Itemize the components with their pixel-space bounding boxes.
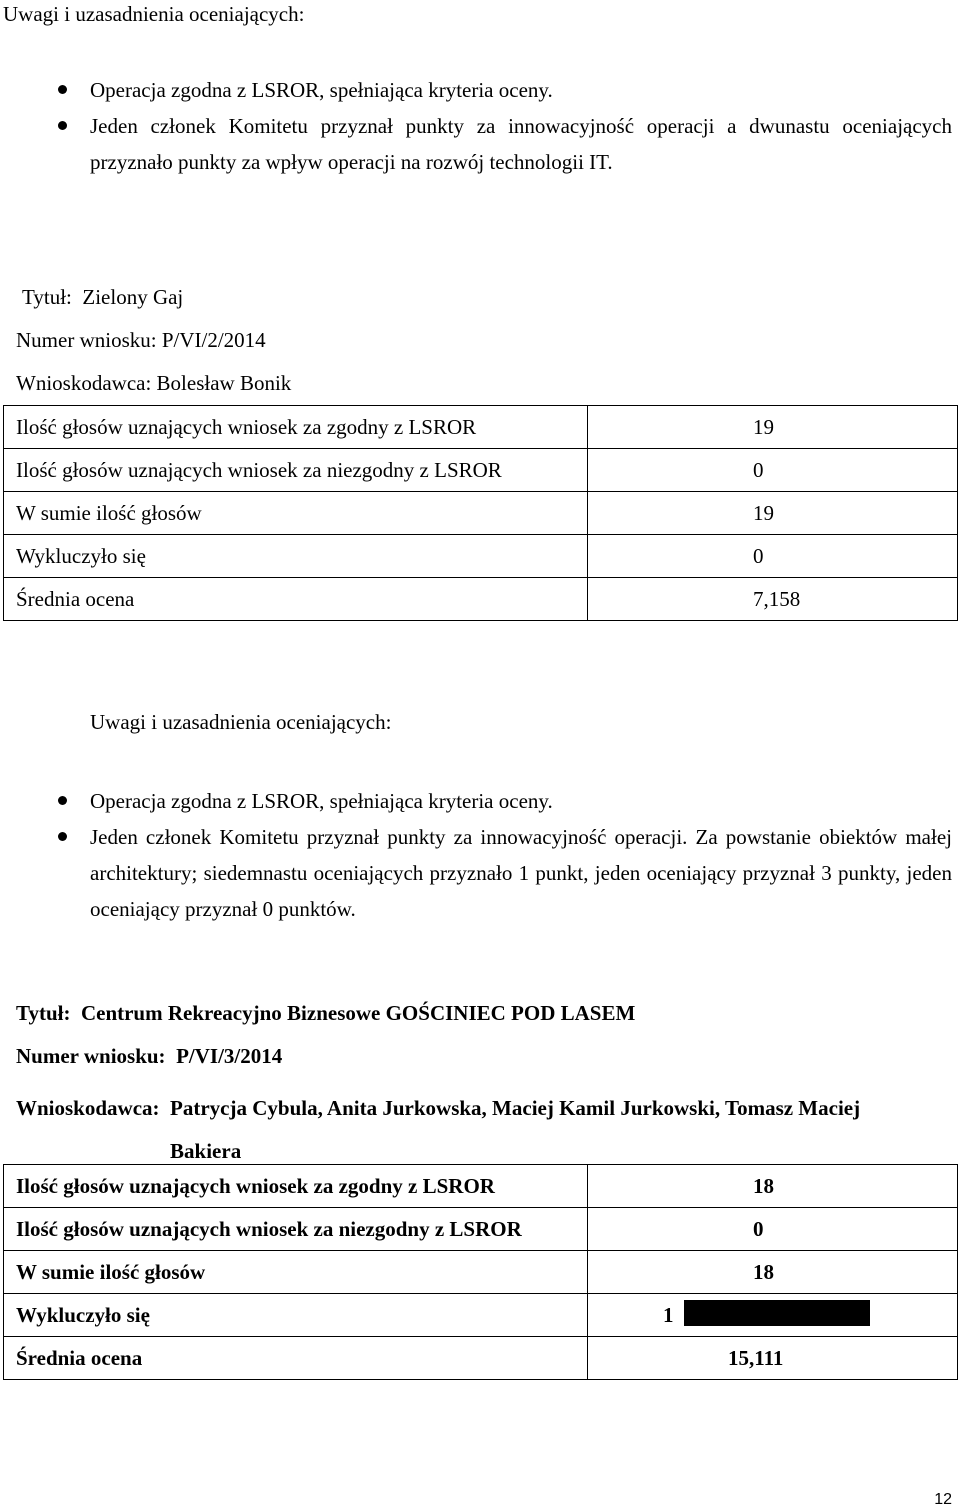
app2-row-value-cell <box>588 1294 958 1337</box>
app2-row-value: 18 <box>588 1251 958 1294</box>
app2-title-label: Tytuł: <box>16 1001 71 1025</box>
table-row <box>4 492 958 535</box>
table-row <box>4 1337 958 1380</box>
app1-row-value: 0 <box>588 449 958 492</box>
table-row <box>4 578 958 621</box>
table-row <box>4 1208 958 1251</box>
top-remarks-list <box>90 72 952 180</box>
app1-row-value: 7,158 <box>588 578 958 621</box>
app1-remarks-list <box>90 783 952 927</box>
app2-row-value: 0 <box>588 1208 958 1251</box>
app2-row-label: W sumie ilość głosów <box>4 1251 588 1294</box>
app2-row-label: Wykluczyło się <box>4 1294 588 1337</box>
table-row <box>4 449 958 492</box>
top-remarks-title: Uwagi i uzasadnienia oceniających: <box>3 2 305 26</box>
app1-row-value: 19 <box>588 406 958 449</box>
list-item: Operacja zgodna z LSROR, spełniająca kryteria oceny. <box>90 72 952 108</box>
app1-row-label: W sumie ilość głosów <box>4 492 588 535</box>
app1-row-label: Ilość głosów uznających wniosek za niezgodny z LSROR <box>4 449 588 492</box>
app1-votes-table <box>3 405 958 621</box>
app2-title <box>16 1001 635 1026</box>
app2-number-label: Numer wniosku: <box>16 1044 166 1068</box>
app2-row-value: 1 <box>663 1303 674 1327</box>
table-row <box>4 1165 958 1208</box>
app2-row-label: Ilość głosów uznających wniosek za zgodny z LSROR <box>4 1165 588 1208</box>
list-item: Jeden członek Komitetu przyznał punkty za innowacyjność operacji a dwunastu oceniających przyznało punkty za wpływ operacji na rozwój technologii IT. <box>90 108 952 180</box>
app1-applicant <box>16 371 291 396</box>
app1-number <box>16 328 266 353</box>
app2-applicant <box>16 1087 936 1173</box>
app1-title-value: Zielony Gaj <box>82 285 184 309</box>
app1-number-label: Numer wniosku: <box>16 328 157 352</box>
app1-row-value: 0 <box>588 535 958 578</box>
app1-title-label: Tytuł: <box>22 285 72 309</box>
app1-applicant-value: Bolesław Bonik <box>156 371 292 395</box>
app1-remarks-title: Uwagi i uzasadnienia oceniających: <box>90 710 392 734</box>
app2-row-value: 15,111 <box>588 1337 958 1380</box>
list-item: Operacja zgodna z LSROR, spełniająca kryteria oceny. <box>90 783 952 819</box>
app1-row-value: 19 <box>588 492 958 535</box>
app1-applicant-label: Wnioskodawca: <box>16 371 152 395</box>
app2-number <box>16 1044 282 1069</box>
app1-row-label: Ilość głosów uznających wniosek za zgodny z LSROR <box>4 406 588 449</box>
table-row <box>4 535 958 578</box>
app2-row-label: Średnia ocena <box>4 1337 588 1380</box>
app2-number-value: P/VI/3/2014 <box>176 1044 283 1068</box>
table-row <box>4 406 958 449</box>
redaction-box <box>684 1300 870 1326</box>
app2-row-value: 18 <box>588 1165 958 1208</box>
app1-number-value: P/VI/2/2014 <box>161 328 266 352</box>
list-item: Jeden członek Komitetu przyznał punkty za innowacyjność operacji. Za powstanie obiektów małej architektury; siedemnastu oceniających przyznało 1 punkt, jeden oceniający przyznał 3 punkty, jeden oceniający przyznał 0 punktów. <box>90 819 952 927</box>
app2-votes-table <box>3 1164 958 1380</box>
app2-applicant-label: Wnioskodawca: <box>16 1096 160 1120</box>
app1-row-label: Wykluczyło się <box>4 535 588 578</box>
app1-title <box>22 285 183 310</box>
app1-row-label: Średnia ocena <box>4 578 588 621</box>
app2-applicant-value: Patrycja Cybula, Anita Jurkowska, Maciej Kamil Jurkowski, Tomasz Maciej Bakiera <box>170 1096 861 1163</box>
app2-title-value: Centrum Rekreacyjno Biznesowe GOŚCINIEC POD LASEM <box>80 1001 636 1025</box>
table-row <box>4 1294 958 1337</box>
page-number: 12 <box>934 1491 952 1508</box>
table-row <box>4 1251 958 1294</box>
app2-row-label: Ilość głosów uznających wniosek za niezgodny z LSROR <box>4 1208 588 1251</box>
